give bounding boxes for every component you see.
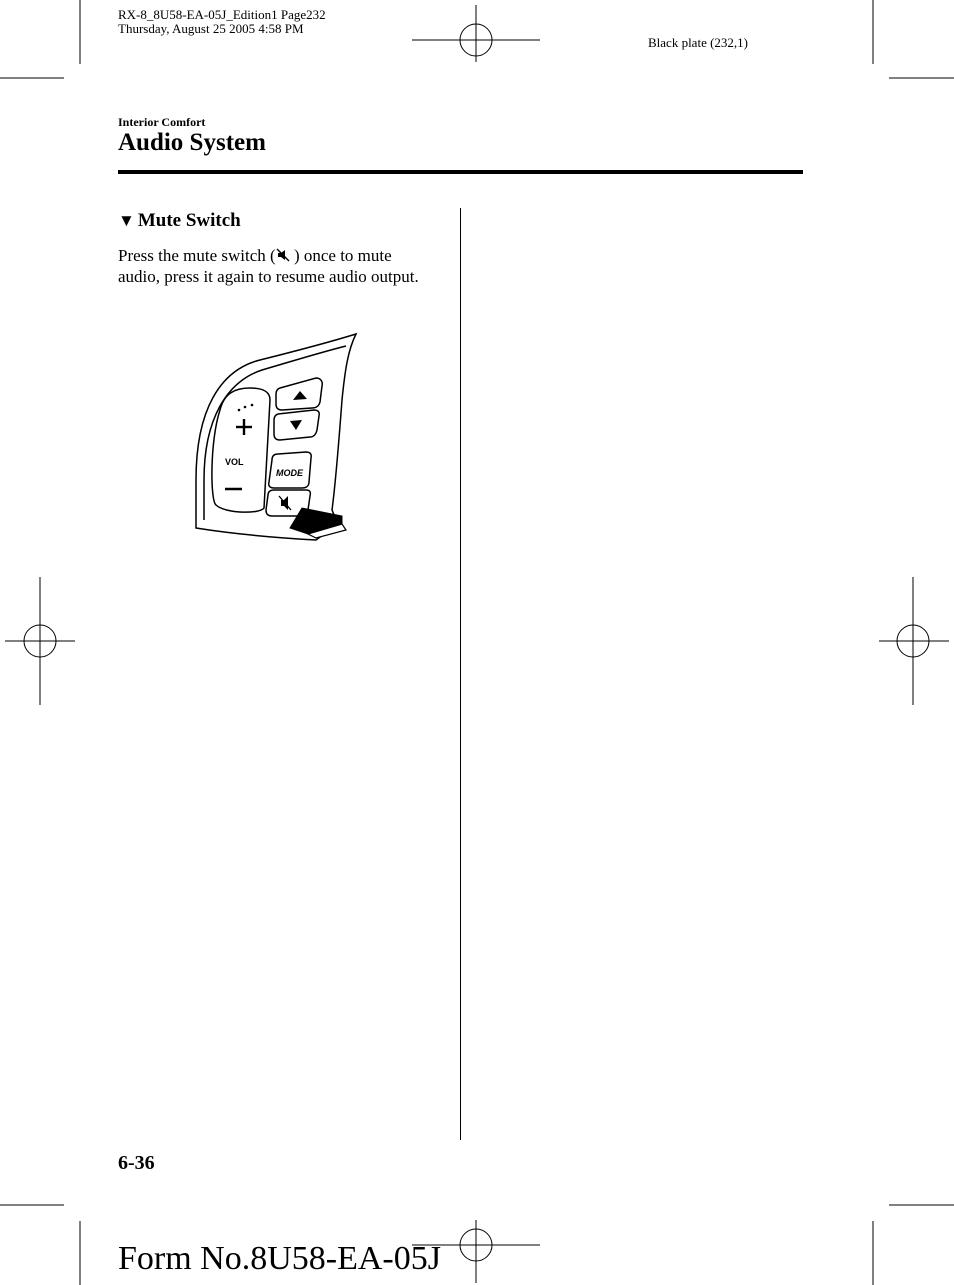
vol-label: VOL: [225, 457, 244, 467]
document-header-line-2: Thursday, August 25 2005 4:58 PM: [118, 21, 304, 36]
column-divider: [460, 208, 461, 1140]
steering-switch-illustration: [190, 330, 360, 545]
document-header-line-1: RX-8_8U58-EA-05J_Edition1 Page232: [118, 7, 326, 22]
triangle-marker-icon: ▼: [118, 211, 135, 230]
body-text-start: Press the mute switch (: [118, 246, 276, 265]
section-label: Interior Comfort: [118, 115, 206, 129]
page-number: 6-36: [118, 1152, 155, 1174]
subsection-title: Mute Switch: [137, 210, 241, 231]
mode-label: MODE: [276, 468, 303, 478]
body-text-end: ) once to mute audio, press it again to resume audio output.: [118, 246, 419, 286]
title-rule: [118, 170, 803, 174]
page-title: Audio System: [118, 129, 266, 156]
plate-label: Black plate (232,1): [648, 35, 748, 50]
body-paragraph: [118, 245, 428, 287]
form-number: Form No.8U58-EA-05J: [118, 1240, 441, 1277]
mute-speaker-icon: [276, 248, 290, 262]
subsection-heading: [118, 210, 241, 232]
